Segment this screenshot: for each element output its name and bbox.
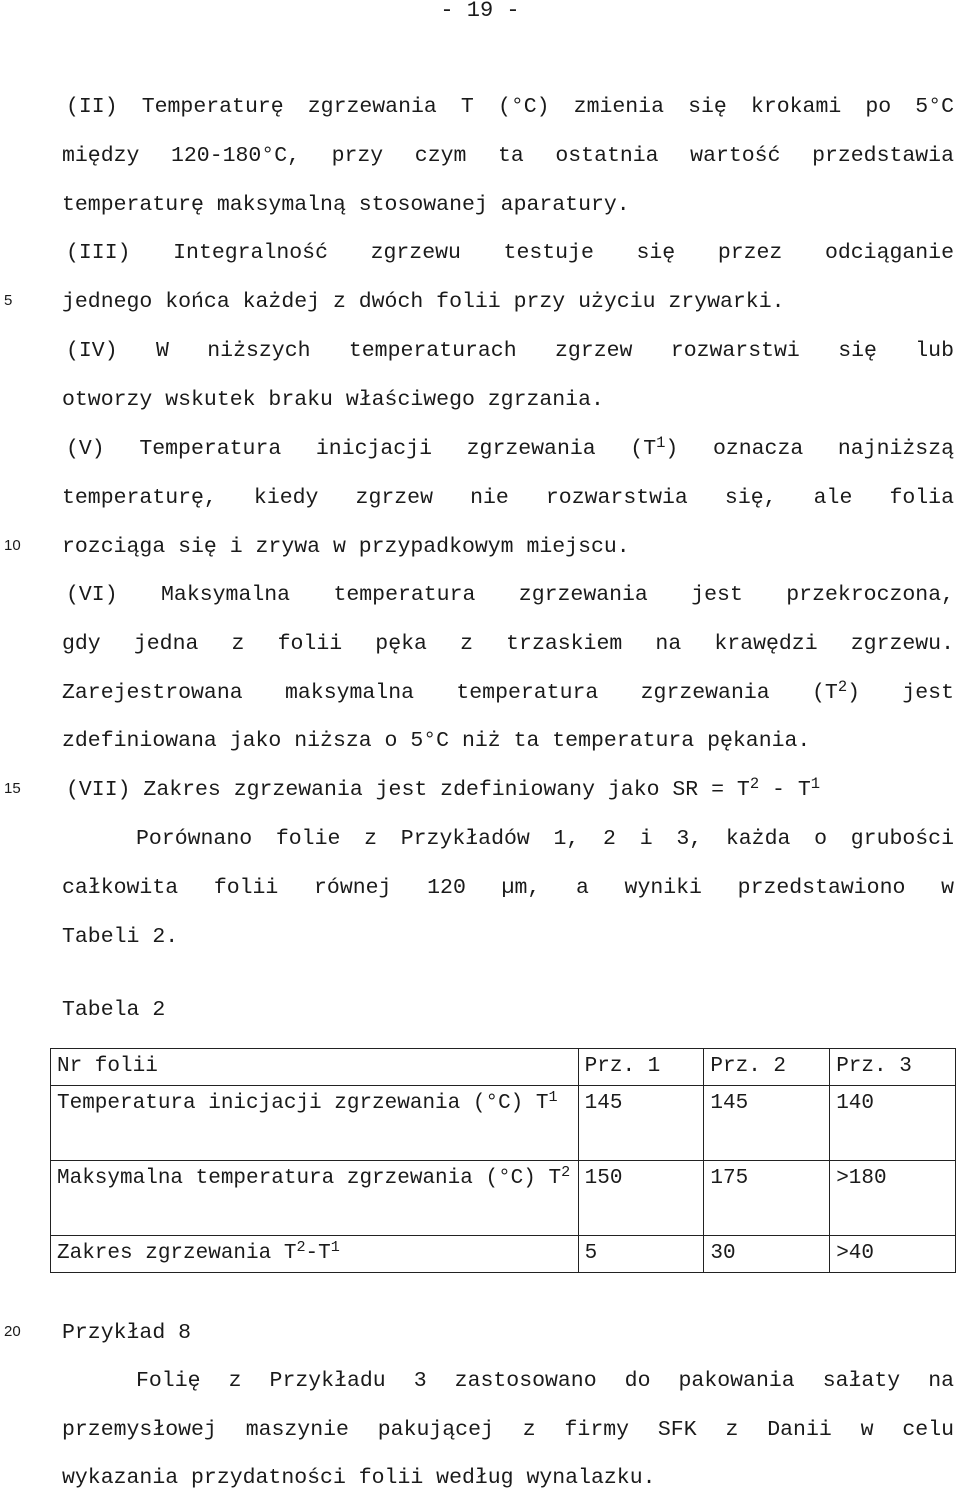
table-header-cell: Prz. 2: [704, 1049, 830, 1086]
table-row-label: [51, 1161, 579, 1236]
paragraph-v-line-3: rozciąga się i zrywa w przypadkowym miejscu.: [62, 535, 630, 559]
paragraph-vii-sup-2: 1: [810, 775, 821, 794]
table-cell: 145: [704, 1086, 830, 1161]
paragraph-ii-line-1: (II) Temperaturę zgrzewania T (°C) zmienia się krokami po 5°C: [66, 95, 954, 119]
paragraph-iv-line-2: otworzy wskutek braku właściwego zgrzania.: [62, 388, 604, 412]
table-cell: 145: [578, 1086, 704, 1161]
paragraph-vi-text-b: ) jest: [847, 681, 954, 705]
paragraph-vii-line-1: [66, 777, 954, 803]
table-header-cell: Nr folii: [51, 1049, 579, 1086]
results-table: [50, 1048, 956, 1273]
table-cell: 175: [704, 1161, 830, 1236]
example-line-3: wykazania przydatności folii według wynalazku.: [62, 1466, 656, 1490]
paragraph-vi-line-2: gdy jedna z folii pęka z trzaskiem na krawędzi zgrzewu.: [62, 632, 954, 656]
paragraph-vi-sup: 2: [837, 678, 848, 697]
table-row: [51, 1161, 956, 1236]
table-header-cell: Prz. 1: [578, 1049, 704, 1086]
comparison-line-1: Porównano folie z Przykładów 1, 2 i 3, każda o grubości: [136, 827, 954, 851]
line-number-15: 15: [4, 780, 21, 797]
line-number-10: 10: [4, 537, 21, 554]
example-line-1: Folię z Przykładu 3 zastosowano do pakowania sałaty na: [136, 1369, 954, 1393]
table-row-label-sup: 2: [561, 1163, 571, 1182]
table-row-label-sup-2: 1: [330, 1238, 340, 1257]
paragraph-v-text-b: ) oznacza najniższą: [665, 437, 955, 461]
paragraph-vi-line-1: (VI) Maksymalna temperatura zgrzewania jest przekroczona,: [66, 583, 954, 607]
table-row-label-text: Maksymalna temperatura zgrzewania (°C) T: [57, 1167, 562, 1190]
table-row-label-tail: -T: [305, 1242, 331, 1265]
paragraph-v-sup: 1: [656, 434, 666, 453]
paragraph-ii-line-2: między 120-180°C, przy czym ta ostatnia wartość przedstawia: [62, 144, 954, 168]
example-heading: Przykład 8: [62, 1321, 192, 1345]
table-row-label-sup: 2: [296, 1238, 306, 1257]
table-header-cell: Prz. 3: [830, 1049, 956, 1086]
table-cell: 150: [578, 1161, 704, 1236]
line-number-20: 20: [4, 1323, 21, 1340]
paragraph-iii-line-2: jednego końca każdej z dwóch folii przy użyciu zrywarki.: [62, 290, 785, 314]
table-row-label: [51, 1086, 579, 1161]
paragraph-vii-text-b: - T: [759, 778, 811, 802]
table-cell: 30: [704, 1236, 830, 1273]
page-number: - 19 -: [440, 0, 520, 23]
table-row-label-text: Zakres zgrzewania T: [57, 1242, 297, 1265]
paragraph-ii-line-3: temperaturę maksymalną stosowanej aparatury.: [62, 193, 630, 217]
table-cell: >40: [830, 1236, 956, 1273]
table-row-label-text: Temperatura inicjacji zgrzewania (°C) T: [57, 1092, 549, 1115]
table-cell: >180: [830, 1161, 956, 1236]
table-row: [51, 1086, 956, 1161]
paragraph-iii-line-1: (III) Integralność zgrzewu testuje się przez odciąganie: [66, 241, 954, 265]
line-number-5: 5: [4, 292, 13, 309]
paragraph-v-text-a: (V) Temperatura inicjacji zgrzewania (T: [66, 437, 657, 461]
table-row-label-sup: 1: [548, 1088, 558, 1107]
table-caption: Tabela 2: [62, 998, 166, 1022]
example-line-2: przemysłowej maszynie pakującej z firmy SFK z Danii w celu: [62, 1418, 954, 1442]
paragraph-v-line-1: [66, 436, 954, 462]
table-row: [51, 1236, 956, 1273]
paragraph-vi-line-3: [62, 680, 954, 706]
comparison-line-2: całkowita folii równej 120 µm, a wyniki przedstawiono w: [62, 876, 954, 900]
table-cell: 140: [830, 1086, 956, 1161]
paragraph-vii-sup-1: 2: [749, 775, 760, 794]
comparison-line-3: Tabeli 2.: [62, 925, 179, 949]
paragraph-vi-text-a: Zarejestrowana maksymalna temperatura zgrzewania (T: [62, 681, 838, 705]
paragraph-vi-line-4: zdefiniowana jako niższa o 5°C niż ta temperatura pękania.: [62, 729, 811, 753]
table-cell: 5: [578, 1236, 704, 1273]
paragraph-v-line-2: temperaturę, kiedy zgrzew nie rozwarstwia się, ale folia: [62, 486, 954, 510]
paragraph-iv-line-1: (IV) W niższych temperaturach zgrzew rozwarstwi się lub: [66, 339, 954, 363]
table-header-row: [51, 1049, 956, 1086]
table-row-label: [51, 1236, 579, 1273]
paragraph-vii-text-a: (VII) Zakres zgrzewania jest zdefiniowany jako SR = T: [66, 778, 750, 802]
